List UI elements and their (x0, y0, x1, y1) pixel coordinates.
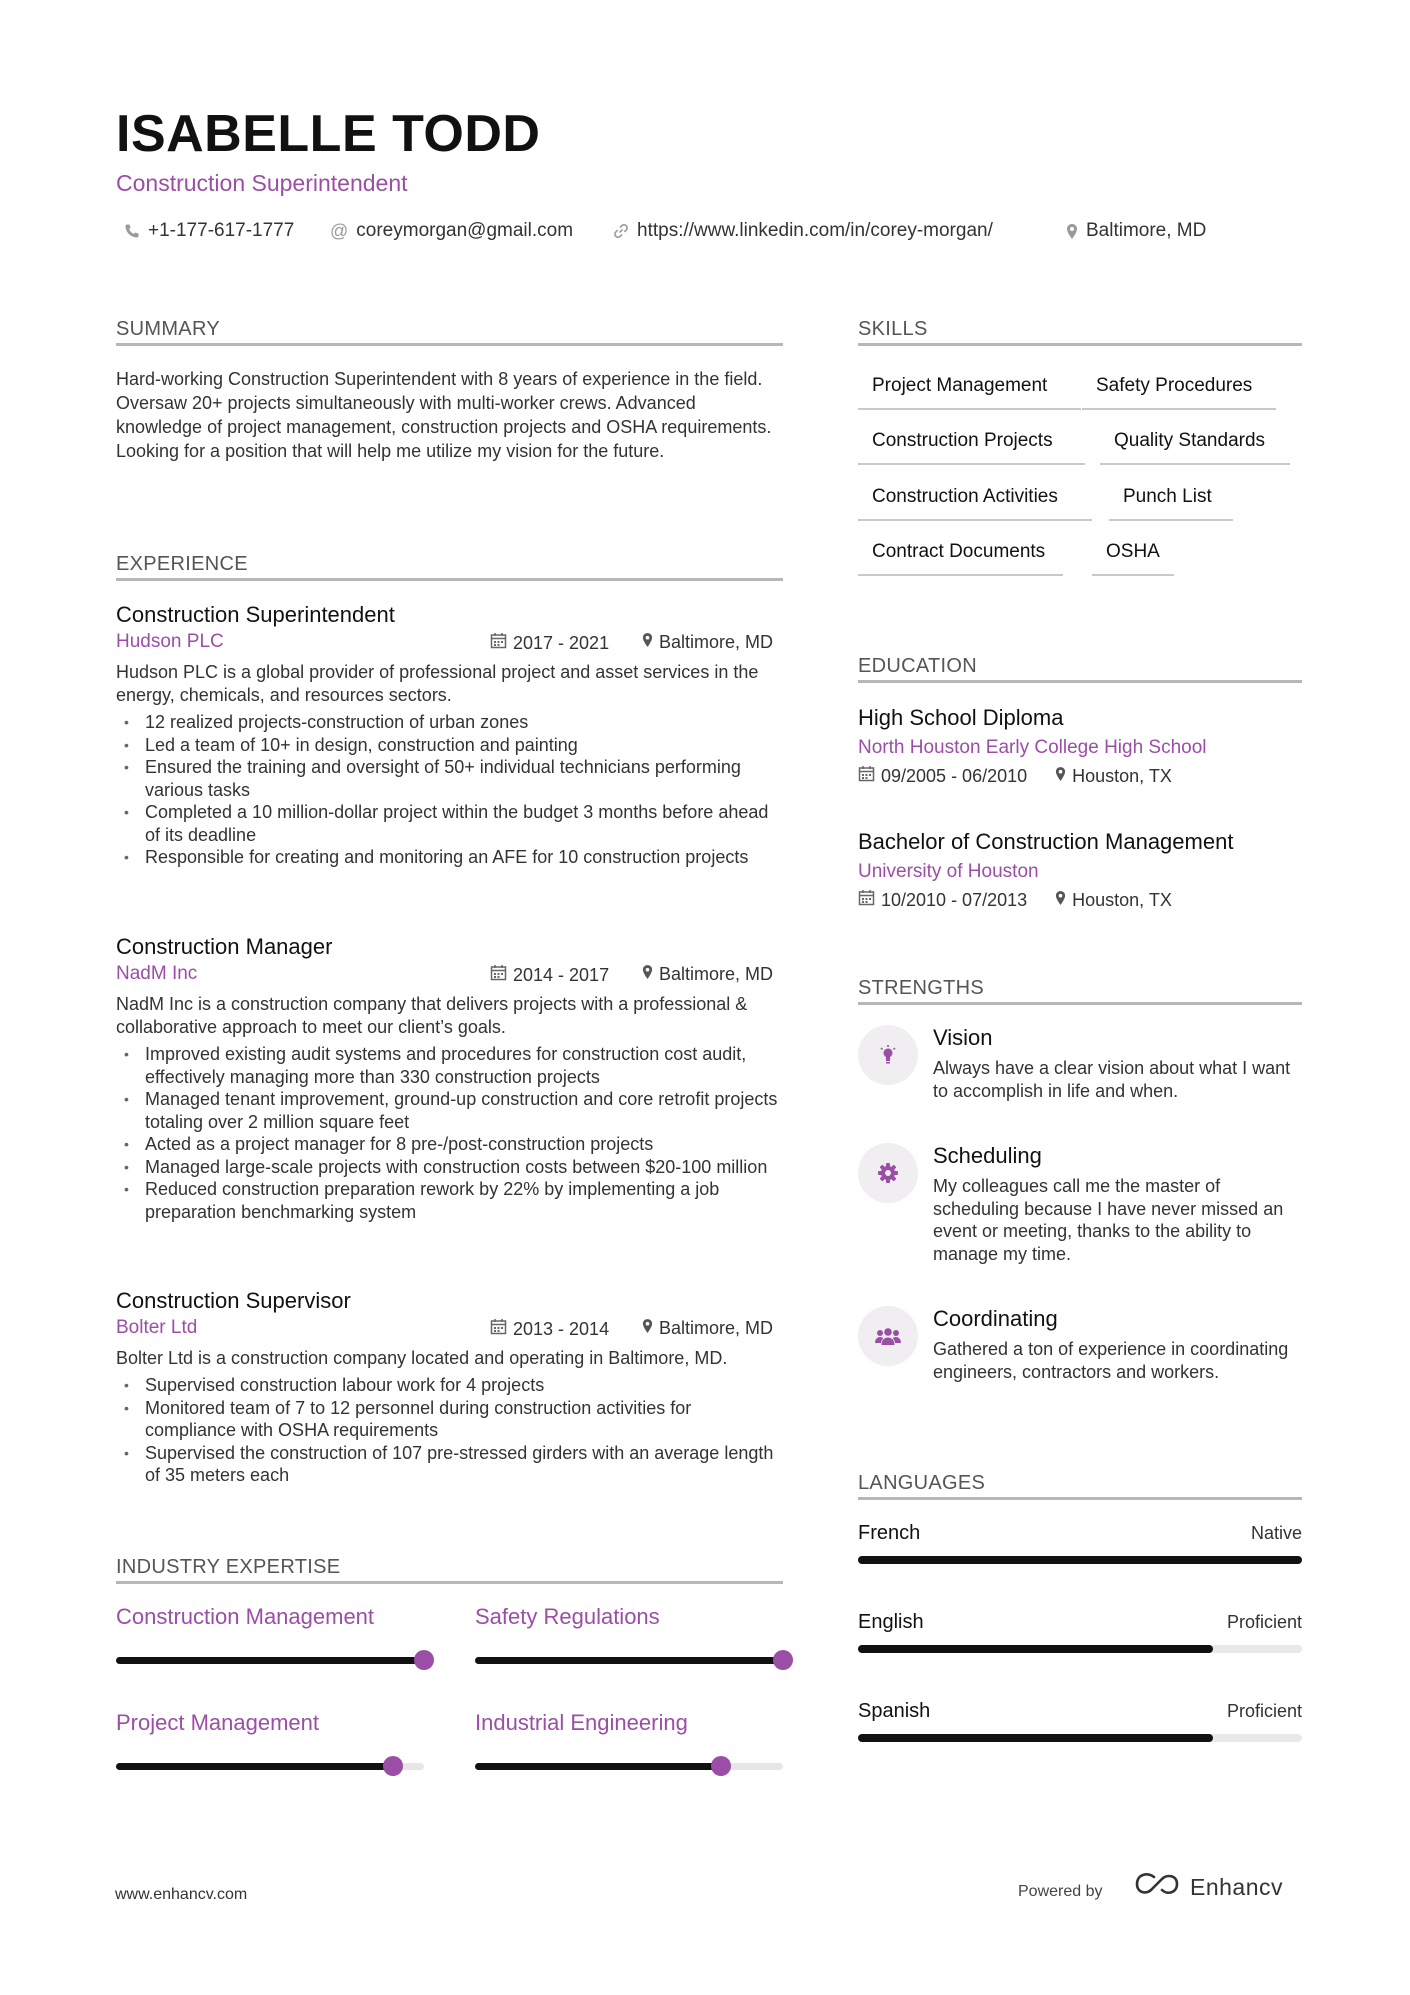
expertise-fill (116, 1763, 393, 1770)
expertise-item (116, 1710, 424, 1776)
at-icon: @ (330, 220, 349, 241)
gear-icon (858, 1143, 918, 1203)
expertise-item (116, 1604, 424, 1670)
location-text: Baltimore, MD (659, 964, 774, 984)
school-name: University of Houston (858, 861, 1039, 882)
language-bar-track (858, 1645, 1302, 1653)
map-pin-icon (1055, 890, 1066, 911)
linkedin-text: https://www.linkedin.com/in/corey-morgan/ (637, 220, 993, 241)
dates-text: 2014 - 2017 (513, 964, 610, 985)
expertise-label: Safety Regulations (475, 1604, 660, 1629)
calendar-icon (858, 765, 875, 787)
education-dates (858, 765, 1027, 787)
calendar-icon (490, 1318, 507, 1340)
dates-text: 2013 - 2014 (513, 1318, 610, 1339)
expertise-fill (475, 1763, 721, 1770)
strength-title: Scheduling (933, 1143, 1042, 1168)
footer-website-link[interactable]: www.enhancv.com (115, 1886, 248, 1903)
location-text: Baltimore, MD (659, 632, 774, 652)
skill-tag: Construction Activities (858, 481, 1092, 521)
expertise-level-knob (383, 1756, 403, 1776)
skill-tag: OSHA (1092, 536, 1174, 576)
skill-tag: Safety Procedures (1082, 370, 1276, 410)
company-description: NadM Inc is a construction company that delivers projects with a professional & collaborative approach to meet our client’s goals. (116, 994, 748, 1037)
language-bar-fill (858, 1734, 1213, 1742)
powered-by-label: Powered by (1018, 1883, 1103, 1900)
job-title: Construction Manager (116, 934, 333, 959)
company-description: Hudson PLC is a global provider of professional project and asset services in the energy, chemicals, and resources sectors. (116, 662, 759, 705)
map-pin-icon (642, 632, 653, 653)
enhancv-logo-icon (1134, 1873, 1180, 1901)
language-level: Proficient (1226, 1701, 1302, 1721)
strength-item (858, 1306, 1302, 1383)
list-item: • Completed a 10 million-dollar project within the budget 3 months before ahead of its deadline (116, 801, 783, 846)
list-item: • Improved existing audit systems and procedures for construction cost audit, effectively managing more than 330 construction projects (116, 1043, 783, 1088)
company-name: Hudson PLC (116, 631, 224, 652)
strength-item (858, 1025, 1302, 1102)
expertise-label: Industrial Engineering (475, 1710, 688, 1735)
map-pin-icon (1055, 766, 1066, 787)
expertise-label: Project Management (116, 1710, 319, 1735)
education-entry (858, 829, 1302, 911)
job-location (642, 964, 773, 985)
candidate-role: Construction Superintendent (116, 170, 408, 196)
summary-heading: SUMMARY (116, 318, 220, 340)
dates-text: 2017 - 2021 (513, 632, 610, 653)
location-contact (1066, 220, 1206, 242)
education-entry (858, 705, 1302, 787)
language-bar-fill (858, 1556, 1302, 1564)
skills-rule (858, 343, 1302, 346)
experience-rule (116, 578, 783, 581)
achievement-list (116, 1043, 783, 1223)
achievement-list (116, 711, 783, 869)
expertise-item (475, 1710, 783, 1776)
location-text: Houston, TX (1072, 889, 1172, 910)
expertise-label: Construction Management (116, 1604, 375, 1629)
skill-tag: Contract Documents (858, 536, 1063, 576)
strength-description: My colleagues call me the master of scheduling because I have never missed an event or meeting, thanks to the ability to manage my time. (933, 1176, 1284, 1264)
language-bar-fill (858, 1645, 1213, 1653)
company-name: Bolter Ltd (116, 1317, 198, 1338)
expertise-level-knob (414, 1650, 434, 1670)
language-level: Proficient (1226, 1612, 1302, 1632)
job-title: Construction Supervisor (116, 1288, 351, 1313)
location-text: Baltimore, MD (1086, 220, 1207, 241)
job-title: Construction Superintendent (116, 602, 395, 627)
job-location (642, 1318, 773, 1339)
job-location (642, 632, 773, 653)
email-contact[interactable] (330, 220, 573, 242)
expertise-level-knob (773, 1650, 793, 1670)
list-item: • Led a team of 10+ in design, construction and painting (116, 734, 783, 757)
strength-title: Coordinating (933, 1306, 1058, 1331)
expertise-item (475, 1604, 783, 1670)
phone-contact (124, 220, 294, 242)
expertise-level-knob (711, 1756, 731, 1776)
list-item: • Ensured the training and oversight of 50+ individual technicians performing various tasks (116, 756, 783, 801)
expertise-fill (116, 1657, 424, 1664)
job-dates (490, 1318, 609, 1340)
brand-name: Enhancv (1190, 1873, 1284, 1900)
company-name: NadM Inc (116, 963, 198, 984)
calendar-icon (490, 632, 507, 654)
people-icon (858, 1306, 918, 1366)
location-text: Baltimore, MD (659, 1318, 774, 1338)
company-description: Bolter Ltd is a construction company located and operating in Baltimore, MD. (116, 1348, 728, 1368)
list-item: • Reduced construction preparation rework by 22% by implementing a job preparation benchmarking system (116, 1178, 783, 1223)
candidate-name: ISABELLE TODD (116, 105, 541, 163)
skill-tag: Quality Standards (1100, 425, 1290, 465)
summary-rule (116, 343, 783, 346)
school-name: North Houston Early College High School (858, 737, 1207, 758)
achievement-list (116, 1374, 783, 1487)
strengths-rule (858, 1002, 1302, 1005)
location-text: Houston, TX (1072, 765, 1172, 786)
language-name: Spanish (858, 1700, 931, 1722)
linkedin-contact[interactable] (613, 220, 993, 242)
education-location (1055, 765, 1172, 787)
skill-tag: Construction Projects (858, 425, 1085, 465)
job-entry (116, 1288, 783, 1487)
dates-text: 10/2010 - 07/2013 (881, 889, 1028, 910)
languages-rule (858, 1497, 1302, 1500)
job-entry (116, 602, 783, 869)
language-name: English (858, 1611, 924, 1633)
strength-title: Vision (933, 1025, 993, 1050)
language-bar-track (858, 1556, 1302, 1564)
language-item (858, 1522, 1302, 1564)
calendar-icon (858, 889, 875, 911)
language-name: French (858, 1522, 921, 1544)
phone-text: +1-177-617-1777 (148, 220, 295, 241)
phone-icon (124, 223, 140, 239)
experience-heading: EXPERIENCE (116, 553, 248, 575)
list-item: • Managed large-scale projects with construction costs between $20-100 million (116, 1156, 783, 1179)
list-item: • Managed tenant improvement, ground-up construction and core retrofit projects totaling over 2 million square feet (116, 1088, 783, 1133)
calendar-icon (490, 964, 507, 986)
brand-logo[interactable] (1134, 1873, 1283, 1901)
language-item (858, 1611, 1302, 1653)
languages-heading: LANGUAGES (858, 1472, 986, 1494)
map-pin-icon (1066, 223, 1078, 240)
skill-tag: Project Management (858, 370, 1081, 410)
link-icon (613, 223, 629, 239)
industry-expertise-heading: INDUSTRY EXPERTISE (116, 1556, 341, 1578)
list-item: • Responsible for creating and monitoring an AFE for 10 construction projects (116, 846, 783, 869)
list-item: • Supervised construction labour work for 4 projects (116, 1374, 783, 1397)
skill-tag: Punch List (1109, 481, 1233, 521)
map-pin-icon (642, 1318, 653, 1339)
map-pin-icon (642, 964, 653, 985)
list-item: • 12 realized projects-construction of urban zones (116, 711, 783, 734)
education-location (1055, 889, 1172, 911)
language-item (858, 1700, 1302, 1742)
list-item: • Acted as a project manager for 8 pre-/post-construction projects (116, 1133, 783, 1156)
list-item: • Monitored team of 7 to 12 personnel during construction activities for compliance with OSHA requirements (116, 1397, 783, 1442)
lightbulb-icon (858, 1025, 918, 1085)
strengths-heading: STRENGTHS (858, 977, 985, 999)
language-level: Native (1250, 1523, 1302, 1543)
strength-description: Gathered a ton of experience in coordinating engineers, contractors and workers. (933, 1339, 1289, 1382)
industry-expertise-rule (116, 1581, 783, 1584)
degree-title: High School Diploma (858, 705, 1064, 730)
expertise-fill (475, 1657, 783, 1664)
strength-description: Always have a clear vision about what I want to accomplish in life and when. (933, 1058, 1291, 1101)
education-heading: EDUCATION (858, 655, 977, 677)
list-item: • Supervised the construction of 107 pre-stressed girders with an average length of 35 meters each (116, 1442, 783, 1487)
email-text: coreymorgan@gmail.com (356, 220, 574, 241)
summary-text: Hard-working Construction Superintendent with 8 years of experience in the field. Oversaw 20+ projects simultaneously with multi-worker crews. Advanced knowledge of project management, construction projects and OSHA requirements. Looking for a position that will help me utilize my vision for the future. (116, 369, 772, 461)
job-entry (116, 934, 783, 1223)
skills-heading: SKILLS (858, 318, 928, 340)
dates-text: 09/2005 - 06/2010 (881, 765, 1028, 786)
job-dates (490, 964, 609, 986)
education-rule (858, 680, 1302, 683)
language-bar-track (858, 1734, 1302, 1742)
strength-item (858, 1143, 1302, 1265)
job-dates (490, 632, 609, 654)
education-dates (858, 889, 1027, 911)
degree-title: Bachelor of Construction Management (858, 829, 1234, 854)
